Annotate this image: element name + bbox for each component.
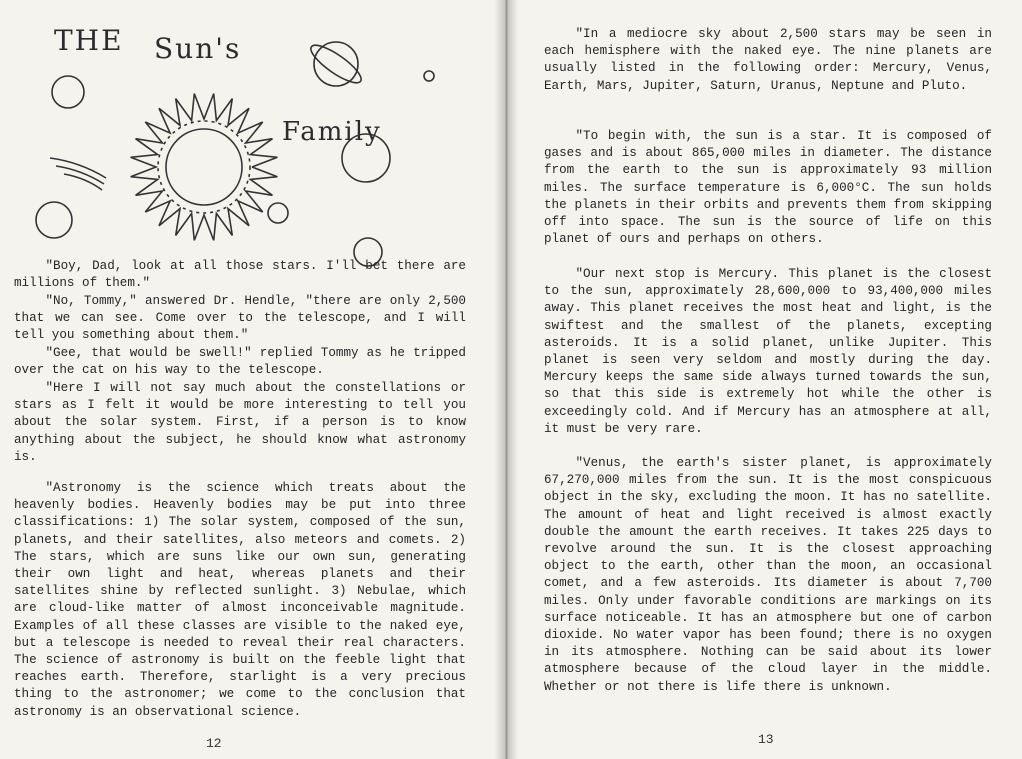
planet-icon (36, 202, 72, 238)
paragraph-mercury: "Our next stop is Mercury. This planet is the closest to the sun, approximately 28,600,000 to 93,400,000 miles away. This planet receives the most heat and light, is the swiftest and the smallest of the planets, excepting asteroids. It is a solid planet, unlike Jupiter. This planet is seen very seldom and mostly during the day. Mercury keeps the same side always turned towards the sun, so that this side is extremely hot while the other is exceedingly cold. And if Mercury has an atmosphere at all, it must be very rare. (544, 267, 992, 436)
paragraph-astronomy: "Astronomy is the science which treats about the heavenly bodies. Heavenly bodies may be put into three classifications: 1) The solar system, composed of the sun, planets, and their satellites, also meteors and comets. 2) The stars, which are suns like our own sun, generating their own light and heat, whereas planets and their satellites shine by reflected sunlight. 3) Nebulae, which are cloud-like matter of almost inconceivable magnitude. Examples of all these classes are visible to the naked eye, but a telescope is needed to reveal their real characters. The science of astronomy is built on the feeble light that reaches earth. Therefore, starlight is a very precious thing to the astronomer; we come to the conclusion that astronomy is an observational science. (14, 481, 466, 719)
paragraph-no-tommy: "No, Tommy," answered Dr. Hendle, "there are only 2,500 that we can see. Come over to the telescope, and I will tell you something about them." (14, 294, 466, 343)
title-word-suns: Sun's (154, 32, 242, 65)
paragraph-sun-star: "To begin with, the sun is a star. It is composed of gases and is about 865,000 miles in diameter. The distance from the earth to the sun is approximately 93 million miles. The surface temperature is 6,000°C. The sun holds the planets in their orbits and prevents them from skipping off into space. The sun is the source of life on this planet of ours and perhaps on others. (544, 129, 992, 247)
title-word-the: THE (54, 24, 124, 57)
paragraph-venus: "Venus, the earth's sister planet, is approximately 67,270,000 miles from the sun. It is the most conspicuous object in the sky, excluding the moon. It has no satellite. The amount of heat and light received is almost exactly double the amount the earth receives. It takes 225 days to revolve around the sun. It is the closest approaching object to the earth, other than the moon, an occasional comet, and a few asteroids. Its diameter is about 7,700 miles. Only under favorable conditions are markings on its surface noticeable. It has an atmosphere but one of carbon dioxide. No water vapor has been found; there is no oxygen in its atmosphere. Nothing can be said about its lower atmosphere because of the cloud layer in the middle. Whether or not there is life there is unknown. (544, 456, 992, 694)
comet-icon (50, 158, 106, 190)
page-number-left: 12 (206, 736, 222, 751)
right-page (506, 0, 1022, 759)
left-page (0, 0, 506, 759)
planet-icon (268, 203, 288, 223)
planet-icon (424, 71, 434, 81)
ringed-planet-icon (306, 39, 365, 88)
paragraph-boy-dad: "Boy, Dad, look at all those stars. I'll bet there are millions of them." (14, 259, 466, 291)
paragraph-mediocre-sky: "In a mediocre sky about 2,500 stars may be seen in each hemisphere with the naked eye. The nine planets are usually listed in the following order: Mercury, Venus, Earth, Mars, Jupiter, Saturn, Uranus, Neptune and Pluto. (544, 27, 992, 93)
sun-icon (131, 94, 278, 241)
title-word-family: Family (282, 117, 382, 147)
paragraph-constellations: "Here I will not say much about the constellations or stars as I felt it would be more interesting to tell you about the solar system. First, if a person is to know anything about the subject, he should know what astronomy is. (14, 381, 466, 464)
suns-family-illustration (20, 12, 460, 282)
book-gutter (494, 0, 518, 759)
page-number-right: 13 (758, 732, 774, 747)
planet-icon (52, 76, 84, 108)
paragraph-gee: "Gee, that would be swell!" replied Tommy as he tripped over the cat on his way to the telescope. (14, 346, 466, 378)
